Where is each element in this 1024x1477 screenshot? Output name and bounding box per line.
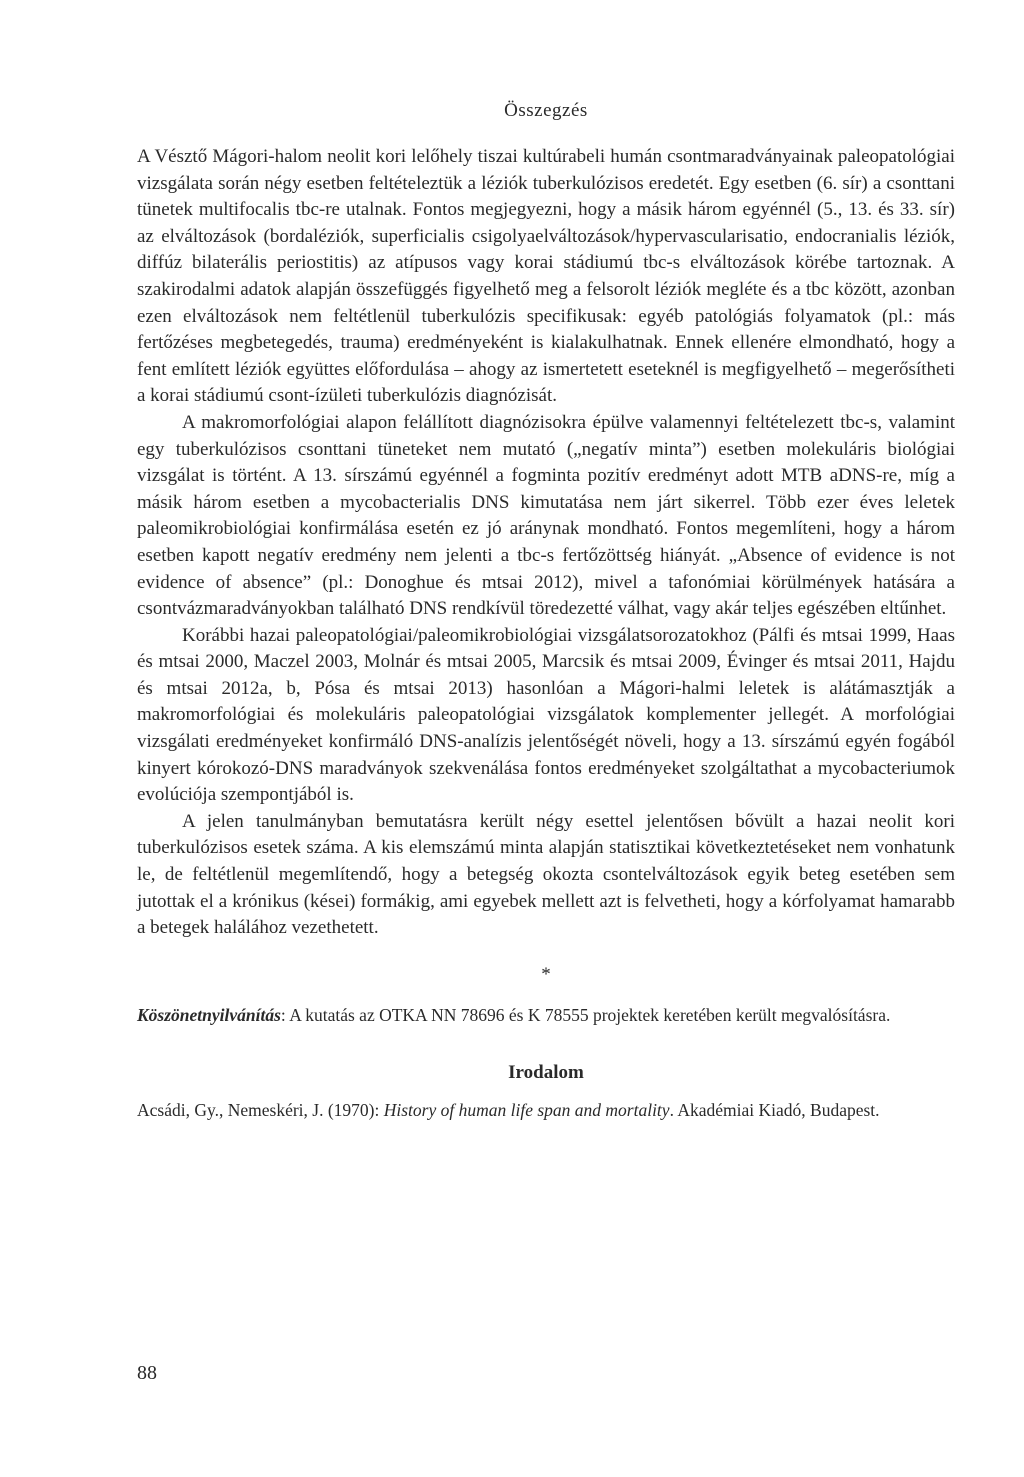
summary-paragraph-4: A jelen tanulmányban bemutatásra került négy esettel jelentősen bővült a hazai neolit kori tuberkulózisos esetek száma. A kis elemszámú minta alapján statisztikai következtetéseket nem vonhatunk le, de feltétlenül megemlítendő, hogy a betegség okozta csontelváltozások egyik beteg esetében sem jutottak el a krónikus (kései) formákig, ami egyebek mellett azt is felvetheti, hogy a kórfolyamat hamarabb a betegek halálához vezethetett. [137, 810, 955, 939]
section-separator: * [541, 963, 551, 985]
summary-heading: Összegzés [504, 100, 588, 121]
acknowledgement-label: Köszönetnyilvánítás [137, 1004, 281, 1025]
page-content [137, 100, 955, 1123]
acknowledgement-text: : A kutatás az OTKA NN 78696 és K 78555 projektek keretében került megvalósításra. [280, 1004, 891, 1025]
acknowledgement [137, 1002, 955, 1028]
page-number: 88 [137, 1362, 157, 1384]
reference-authors: Acsádi, Gy., Nemeskéri, J. (1970): [137, 1099, 384, 1120]
summary-paragraph-3: Korábbi hazai paleopatológiai/paleomikrobiológiai vizsgálatsorozatokhoz (Pálfi és mtsai 1999, Haas és mtsai 2000, Maczel 2003, Molnár és mtsai 2005, Marcsik és mtsai 2009, Évinger és mtsai 2011, Hajdu és mtsai 2012a, b, Pósa és mtsai 2013) hasonlóan a Mágori-halmi leletek is alátámasztják a makromorfológiai és molekuláris paleopatológiai vizsgálatok komplementer jellegét. A morfológiai vizsgálati eredményeket konfirmáló DNS-analízis jelentőségét növeli, hogy a 13. sírszámú egyén fogából kinyert kórokozó-DNS maradványok szekvenálása fontos eredményeket szolgáltathat a mycobacteriumok evolúciója szempontjából is. [137, 624, 955, 806]
summary-paragraph-1: A Vésztő Mágori-halom neolit kori lelőhely tiszai kultúrabeli humán csontmaradványainak paleopatológiai vizsgálata során négy esetben feltételeztük a léziók tuberkulózisos eredetét. Egy esetben (6. sír) a csonttani tünetek multifocalis tbc-re utalnak. Fontos megjegyezni, hogy a másik három egyénnél (5., 13. és 33. sír) az elváltozások (bordaléziók, superficialis csigolyaelváltozások/hypervascularisatio, endocranialis léziók, diffúz bilaterális periostitis) az atípusos vagy korai stádiumú tbc-s elváltozások körébe tartoznak. A szakirodalmi adatok alapján összefüggés figyelhető meg a felsorolt léziók megléte és a tbc között, azonban ezen elváltozások nem feltétlenül tuberkulózis specifikusak: egyéb patológiás folyamatok (pl.: más fertőzéses megbetegedés, trauma) eredményeként is kialakulhatnak. Ennek ellenére elmondható, hogy a fent említett léziók együttes előfordulása – ahogy az ismertetett eseteknél is megfigyelhető – megerősítheti a korai stádiumú csont-ízületi tuberkulózis diagnózisát. [137, 146, 955, 407]
reference-publisher: . Akadémiai Kiadó, Budapest. [669, 1099, 880, 1120]
reference-title: History of human life span and mortality [383, 1099, 670, 1120]
reference-item [137, 1098, 955, 1123]
references-heading: Irodalom [508, 1061, 584, 1083]
summary-paragraph-2: A makromorfológiai alapon felállított diagnózisokra épülve valamennyi feltételezett tbc-s, valamint egy tuberkulózisos csonttani tüneteket nem mutató („negatív minta”) esetben molekuláris biológiai vizsgálat is történt. A 13. sírszámú egyénnél a fogminta pozitív eredményt adott MTB aDNS-re, míg a másik három esetben a mycobacterialis DNS kimutatása nem járt sikerrel. Több ezer éves leletek paleomikrobiológiai konfirmálása esetén ez jó aránynak mondható. Fontos megemlíteni, hogy a három esetben kapott negatív eredmény nem jelenti a tbc-s fertőzöttség hiányát. „Absence of evidence is not evidence of absence” (pl.: Donoghue és mtsai 2012), mivel a tafonómiai körülmények hatására a csontvázmaradványokban található DNS rendkívül töredezetté válhat, vagy akár teljes egészében eltűnhet. [137, 411, 955, 620]
